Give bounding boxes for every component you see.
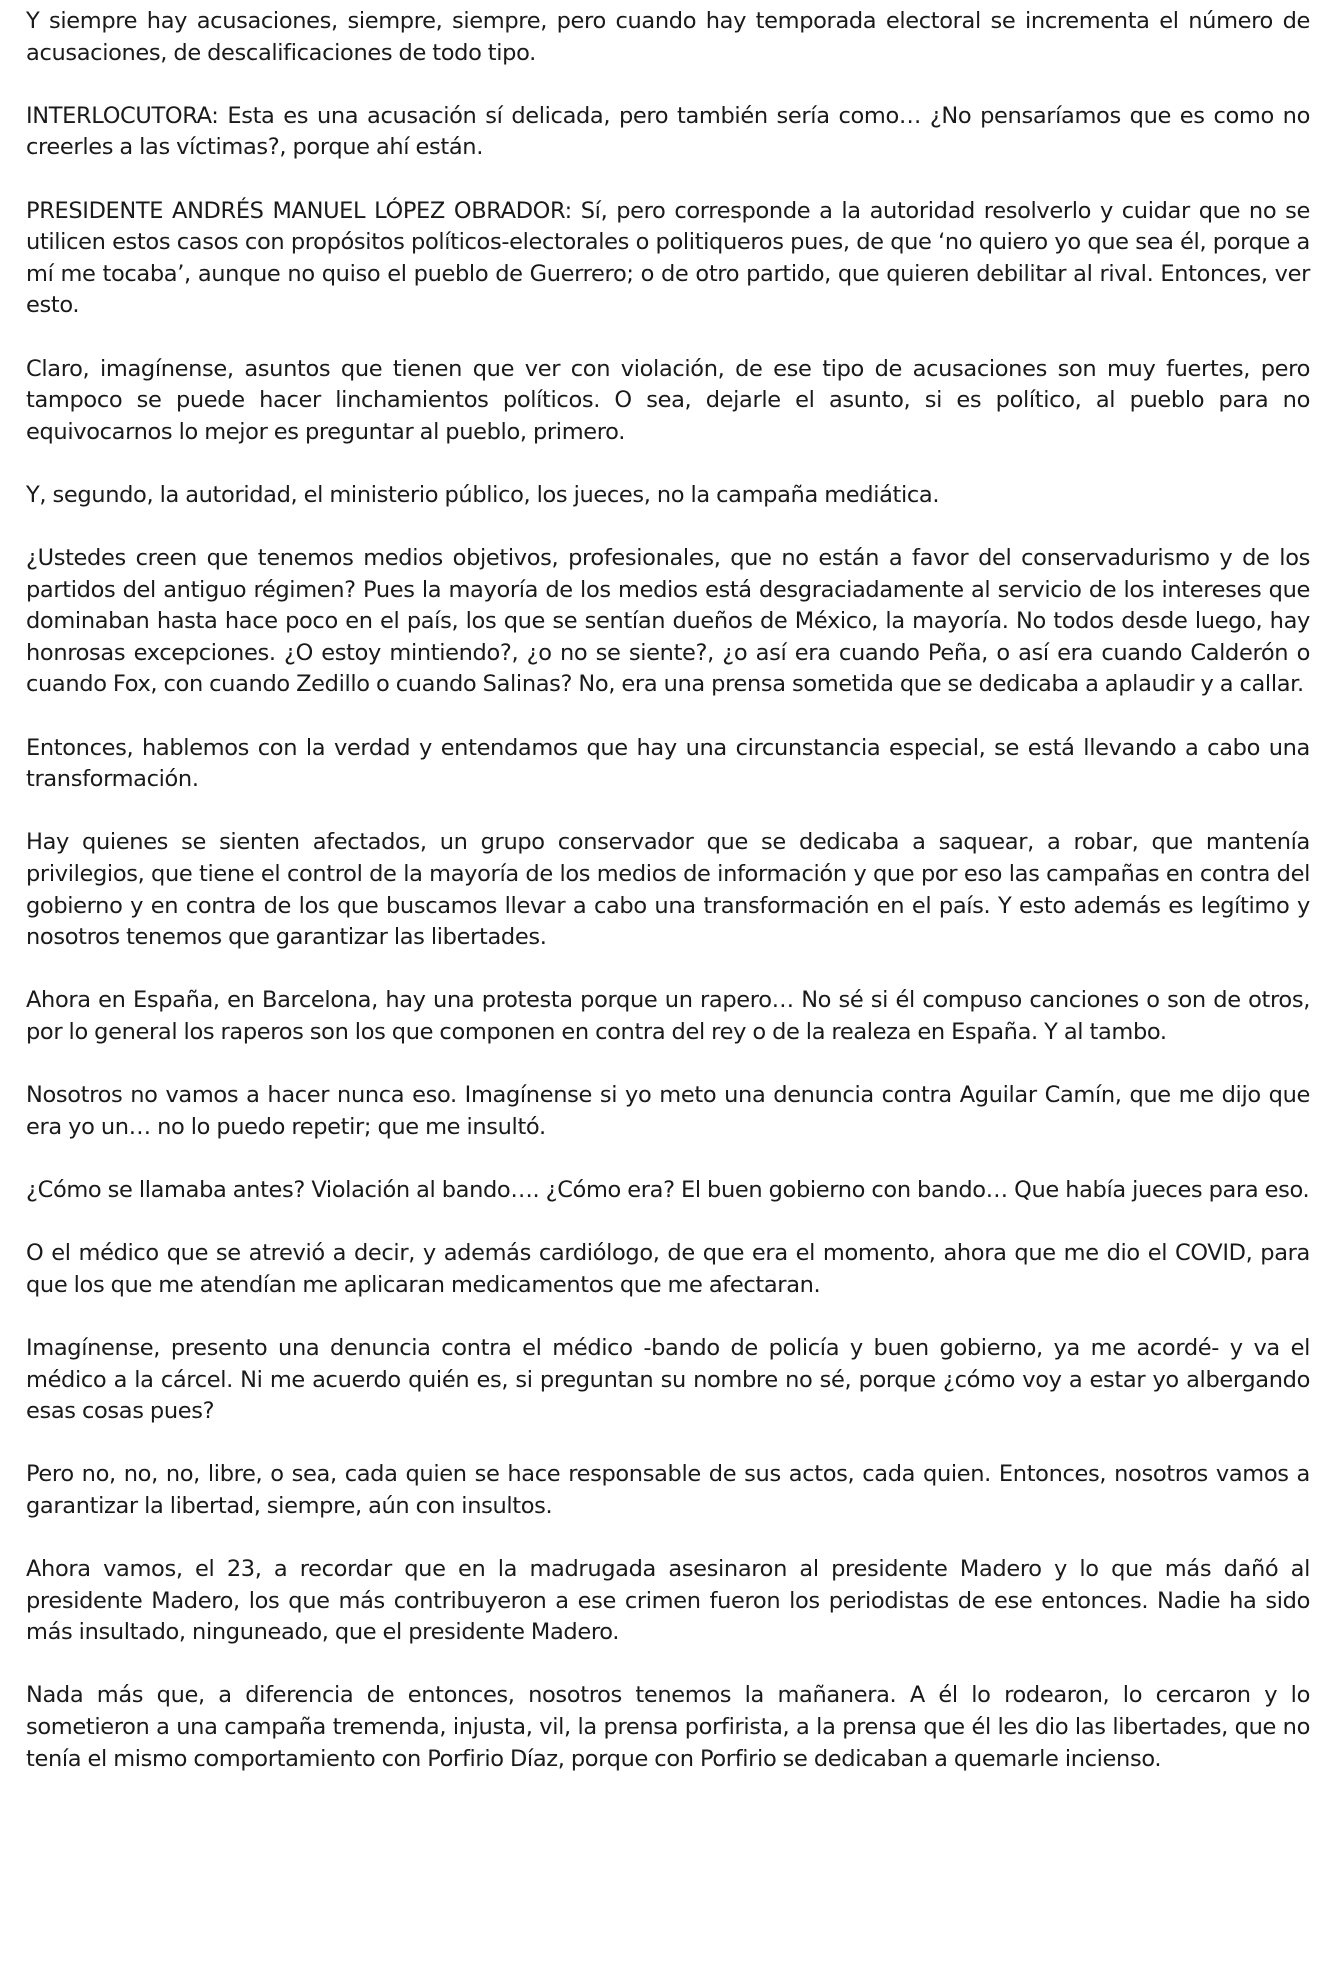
- paragraph: INTERLOCUTORA: Esta es una acusación sí delicada, pero también sería como… ¿No pensaríamos que es como no creerles a las víctimas?, porque ahí están.: [26, 102, 1310, 161]
- paragraph: Hay quienes se sienten afectados, un grupo conservador que se dedicaba a saquear, a robar, que mantenía privilegios, que tiene el control de la mayoría de los medios de información y que por eso las campañas en contra del gobierno y en contra de los que buscamos llevar a cabo una transformación en el país. Y esto además es legítimo y nosotros tenemos que garantizar las libertades.: [26, 829, 1310, 951]
- document-body: [26, 6, 1310, 1807]
- paragraph: Pero no, no, no, libre, o sea, cada quien se hace responsable de sus actos, cada quien. Entonces, nosotros vamos a garantizar la libertad, siempre, aún con insultos.: [26, 1461, 1310, 1519]
- paragraph: Entonces, hablemos con la verdad y entendamos que hay una circunstancia especial, se está llevando a cabo una transformación.: [26, 734, 1310, 793]
- paragraph: Claro, imagínense, asuntos que tienen que ver con violación, de ese tipo de acusaciones son muy fuertes, pero tampoco se puede hacer linchamientos políticos. O sea, dejarle el asunto, si es político, al pueblo para no equivocarnos lo mejor es preguntar al pueblo, primero.: [26, 355, 1310, 445]
- paragraph: Nada más que, a diferencia de entonces, nosotros tenemos la mañanera. A él lo rodearon, lo cercaron y lo sometieron a una campaña tremenda, injusta, vil, la prensa porfirista, a la prensa que él les dio las libertades, que no tenía el mismo comportamiento con Porfirio Díaz, porque con Porfirio se dedicaban a quemarle incienso.: [26, 1682, 1310, 1772]
- paragraph: Ahora en España, en Barcelona, hay una protesta porque un rapero… No sé si él compuso canciones o son de otros, por lo general los raperos son los que componen en contra del rey o de la realeza en España. Y al tambo.: [26, 987, 1310, 1045]
- paragraph: Imagínense, presento una denuncia contra el médico -bando de policía y buen gobierno, ya me acordé- y va el médico a la cárcel. Ni me acuerdo quién es, si preguntan su nombre no sé, porque ¿cómo voy a estar yo albergando esas cosas pues?: [26, 1334, 1310, 1425]
- paragraph: PRESIDENTE ANDRÉS MANUEL LÓPEZ OBRADOR: Sí, pero corresponde a la autoridad resolverlo y cuidar que no se utilicen estos casos con propósitos políticos-electorales o politiqueros pues, de que ‘no quiero yo que sea él, porque a mí me tocaba’, aunque no quiso el pueblo de Guerrero; o de otro partido, que quieren debilitar al rival. Entonces, ver esto.: [26, 197, 1310, 319]
- paragraph: ¿Cómo se llamaba antes? Violación al bando…. ¿Cómo era? El buen gobierno con bando… Que había jueces para eso.: [26, 1176, 1310, 1203]
- paragraph: Ahora vamos, el 23, a recordar que en la madrugada asesinaron al presidente Madero y lo que más dañó al presidente Madero, los que más contribuyeron a ese crimen fueron los periodistas de ese entonces. Nadie ha sido más insultado, ninguneado, que el presidente Madero.: [26, 1556, 1310, 1646]
- paragraph: O el médico que se atrevió a decir, y además cardiólogo, de que era el momento, ahora que me dio el COVID, para que los que me atendían me aplicaran medicamentos que me afectaran.: [26, 1240, 1310, 1298]
- paragraph: Nosotros no vamos a hacer nunca eso. Imagínense si yo meto una denuncia contra Aguilar Camín, que me dijo que era yo un… no lo puedo repetir; que me insultó.: [26, 1082, 1310, 1140]
- paragraph: Y, segundo, la autoridad, el ministerio público, los jueces, no la campaña mediática.: [26, 481, 940, 508]
- paragraph: ¿Ustedes creen que tenemos medios objetivos, profesionales, que no están a favor del conservadurismo y de los partidos del antiguo régimen? Pues la mayoría de los medios está desgraciadamente al servicio de los intereses que dominaban hasta hace poco en el país, los que se sentían dueños de México, la mayoría. No todos desde luego, hay honrosas excepciones. ¿O estoy mintiendo?, ¿o no se siente?, ¿o así era cuando Peña, o así era cuando Calderón o cuando Fox, con cuando Zedillo o cuando Salinas? No, era una prensa sometida que se dedicaba a aplaudir y a callar.: [26, 545, 1310, 698]
- paragraph: Y siempre hay acusaciones, siempre, siempre, pero cuando hay temporada electoral se incrementa el número de acusaciones, de descalificaciones de todo tipo.: [26, 8, 1310, 66]
